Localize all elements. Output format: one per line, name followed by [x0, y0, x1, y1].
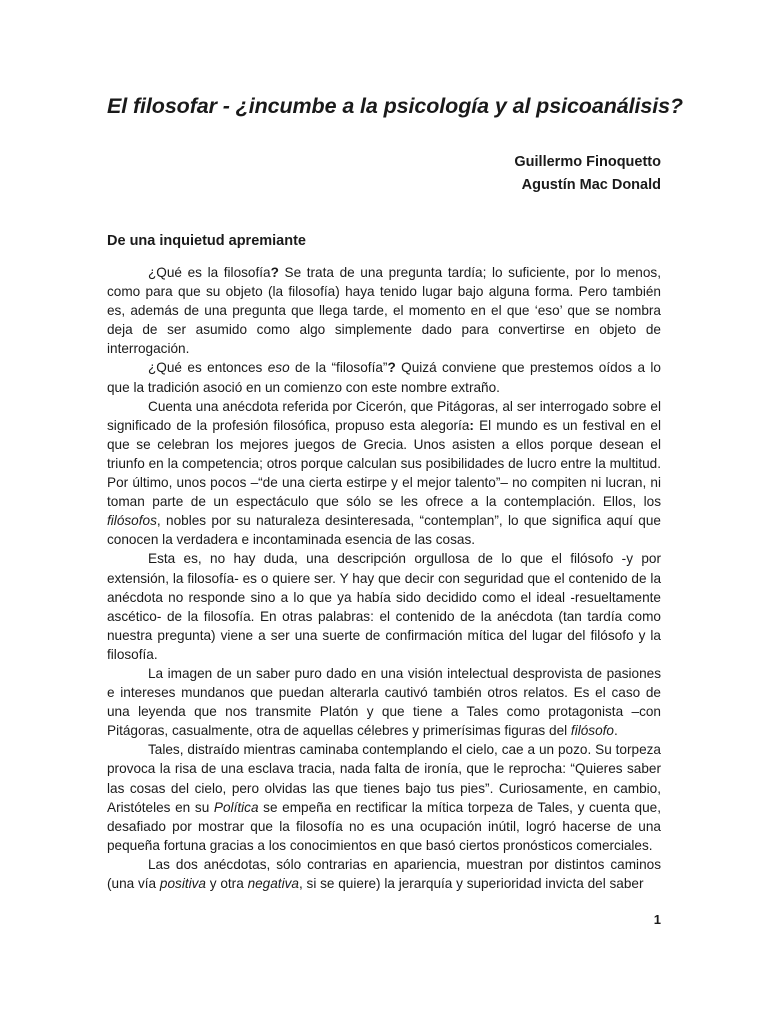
- author-list: [107, 151, 661, 197]
- italic-text: filósofos: [107, 513, 157, 529]
- italic-text: Política: [213, 799, 259, 815]
- italic-text: filósofo: [570, 723, 614, 739]
- paragraph: [107, 855, 661, 893]
- page-number: 1: [653, 912, 661, 927]
- text-run: Cuenta una anécdota referida por Cicerón, que Pitágoras, al ser interrogado sobre el significado de la profesión filosófica, propuso esta alegoría: [107, 398, 661, 433]
- paragraph: [107, 397, 661, 550]
- text-run: La imagen de un saber puro dado en una visión intelectual desprovista de pasiones e intereses mundanos que puedan alterarla cautivó también otros relatos. Es el caso de una leyenda que nos transmite Platón y que tiene a Tales como protagonista –con Pitágoras, casualmente, otra de aquellas célebres y primerísimas figuras del: [107, 665, 661, 739]
- text-run: se empeña en rectificar la mítica torpeza de Tales, y cuenta que, desafiado por mostrar que la filosofía no es una ocupación inútil, logró hacerse de una pequeña fortuna gracias a los conocimientos en que basó ciertos pronósticos comerciales.: [107, 799, 661, 853]
- text-run: Esta es, no hay duda, una descripción orgullosa de lo que el filósofo -y por extensión, la filosofía- es o quiere ser. Y hay que decir con seguridad que el contenido de la anécdota no responde sino a lo que ya había sido decidido como el ideal -resueltamente ascético- de la filosofía. En otras palabras: el contenido de la anécdota (tan tardía como nuestra pregunta) viene a ser una suerte de confirmación mítica del lugar del filósofo y la filosofía.: [107, 551, 661, 662]
- paragraph: [107, 740, 661, 855]
- text-run: de la “filosofía”: [289, 360, 388, 376]
- text-run: Quizá conviene que prestemos oídos a lo que la tradición asoció en un comienzo con este nombre extraño.: [107, 360, 661, 395]
- text-run: El mundo es un festival en el que se celebran los mejores juegos de Grecia. Unos asisten a ellos porque desean el triunfo en la competencia; otros porque calculan sus posibilidades de lucro entre la multitud. Por último, unos pocos –“de una cierta estirpe y el mejor talento”– no compiten ni lucran, ni toman parte de un espectáculo que sólo se les ofrece a la contemplación. Ellos, los: [107, 417, 662, 510]
- author-name: Guillermo Finoquetto: [514, 154, 661, 170]
- body-text: [107, 263, 661, 893]
- bold-text: ?: [270, 265, 279, 280]
- text-run: , nobles por su naturaleza desinteresada, “contemplan”, lo que significa aquí que conocen la verdadera e incontaminada esencia de las cosas.: [107, 513, 661, 548]
- text-run: ¿Qué es la filosofía: [148, 265, 271, 280]
- paragraph: [107, 549, 661, 664]
- paragraph: [107, 358, 661, 396]
- text-run: y otra: [206, 876, 248, 891]
- text-run: .: [614, 723, 618, 739]
- italic-text: positiva: [159, 876, 206, 891]
- document-title: El filosofar - ¿incumbe a la psicología y al psicoanálisis?: [107, 94, 683, 118]
- section-heading: De una inquietud apremiante: [107, 233, 306, 249]
- text-run: , si se quiere) la jerarquía y superioridad invicta del saber: [298, 876, 644, 891]
- text-run: Tales, distraído mientras caminaba contemplando el cielo, cae a un pozo. Su torpeza provoca la risa de una esclava tracia, nada falta de ironía, que le reprocha: “Quieres saber las cosas del cielo, pero olvidas las que tienes bajo tus pies”. Curiosamente, en cambio, Aristóteles en su: [107, 742, 661, 815]
- bold-text: ?: [387, 360, 396, 376]
- text-run: ¿Qué es entonces: [148, 360, 268, 376]
- italic-text: negativa: [247, 876, 299, 891]
- text-run: Las dos anécdotas, sólo contrarias en apariencia, muestran por distintos caminos (una vía: [107, 856, 661, 891]
- bold-text: :: [469, 417, 474, 433]
- italic-text: eso: [267, 360, 290, 376]
- paragraph: [107, 263, 661, 358]
- author-name: Agustín Mac Donald: [521, 177, 661, 193]
- text-run: Se trata de una pregunta tardía; lo suficiente, por lo menos, como para que su objeto (la filosofía) haya tenido lugar bajo alguna forma. Pero también es, además de una pregunta que llega tarde, el momento en el que ‘eso’ que se nombra deja de ser asumido como algo simplemente dado para convertirse en objeto de interrogación.: [107, 265, 661, 357]
- paragraph: [107, 664, 661, 740]
